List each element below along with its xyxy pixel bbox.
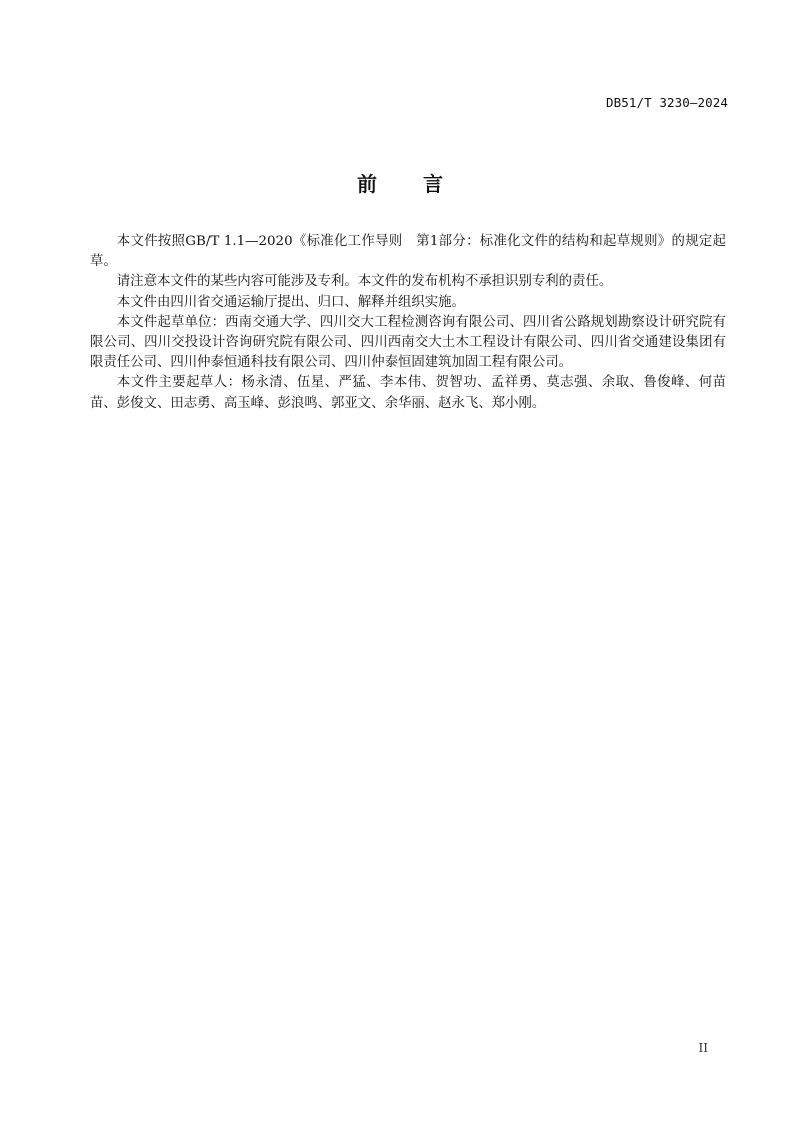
title-char-2: 言 [423, 172, 443, 196]
page-number: II [698, 1041, 708, 1055]
foreword-body [90, 232, 726, 414]
paragraph-drafting-rules: 本文件按照GB/T 1.1—2020《标准化工作导则 第1部分：标准化文件的结构和起草规则》的规定起草。 [90, 234, 726, 270]
paragraph-drafters: 本文件主要起草人：杨永清、伍星、严猛、李本伟、贺智功、孟祥勇、莫志强、余取、鲁俊峰、何苗苗、彭俊文、田志勇、高玉峰、彭浪鸣、郭亚文、余华丽、赵永飞、郑小刚。 [90, 375, 726, 411]
paragraph-proposer: 本文件由四川省交通运输厅提出、归口、解释并组织实施。 [116, 294, 465, 310]
paragraph-drafting-units: 本文件起草单位：西南交通大学、四川交大工程检测咨询有限公司、四川省公路规划勘察设计研究院有限公司、四川交投设计咨询研究院有限公司、四川西南交大土木工程设计有限公司、四川省交通建设集团有限责任公司、四川仲泰恒通科技有限公司、四川仲泰恒固建筑加固工程有限公司。 [90, 314, 726, 371]
paragraph-patent-notice: 请注意本文件的某些内容可能涉及专利。本文件的发布机构不承担识别专利的责任。 [116, 274, 613, 290]
title-char-1: 前 [357, 172, 377, 196]
standard-code: DB51/T 3230—2024 [605, 95, 728, 110]
page-title [0, 168, 800, 197]
